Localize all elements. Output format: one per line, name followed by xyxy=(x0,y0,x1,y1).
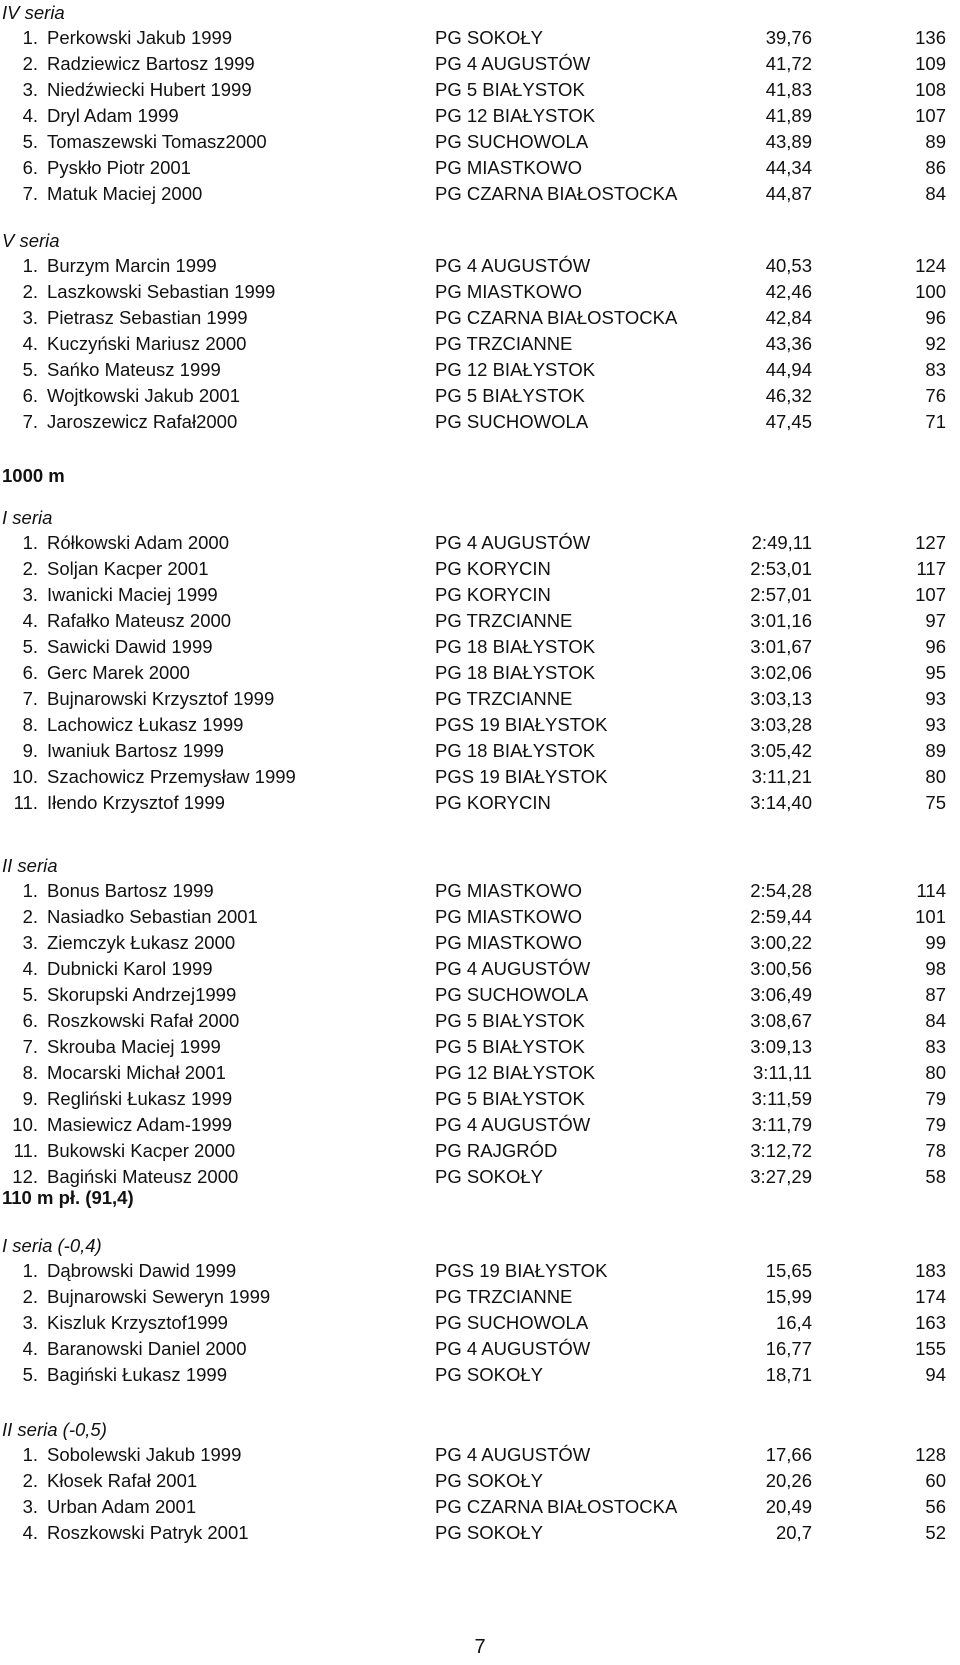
result-time: 2:57,01 xyxy=(750,584,812,605)
place-number: 1. xyxy=(22,880,38,901)
result-row xyxy=(0,790,960,816)
athlete-name: Burzym Marcin 1999 xyxy=(47,255,217,276)
result-time: 3:11,79 xyxy=(751,1114,812,1135)
result-row xyxy=(0,582,960,608)
place-number: 7. xyxy=(22,411,38,432)
place-number: 4. xyxy=(22,333,38,354)
result-row xyxy=(0,357,960,383)
result-row xyxy=(0,956,960,982)
athlete-name: Perkowski Jakub 1999 xyxy=(47,27,233,48)
athlete-name: Tomaszewski Tomasz2000 xyxy=(47,131,267,152)
result-time: 3:05,42 xyxy=(750,740,812,761)
school-club: PG KORYCIN xyxy=(435,584,551,605)
points: 84 xyxy=(925,183,946,204)
result-time: 43,36 xyxy=(765,333,812,354)
points: 101 xyxy=(915,906,946,927)
athlete-name: Regliński Łukasz 1999 xyxy=(47,1088,233,1109)
athlete-name: Rafałko Mateusz 2000 xyxy=(47,610,232,631)
series-heading: I seria xyxy=(2,507,53,528)
place-number: 3. xyxy=(22,307,38,328)
athlete-name: Pietrasz Sebastian 1999 xyxy=(47,307,248,328)
athlete-name: Mocarski Michał 2001 xyxy=(47,1062,226,1083)
school-club: PG 5 BIAŁYSTOK xyxy=(435,1036,585,1057)
points: 79 xyxy=(925,1088,946,1109)
result-row xyxy=(0,556,960,582)
place-number: 7. xyxy=(22,688,38,709)
athlete-name: Jaroszewicz Rafał2000 xyxy=(47,411,238,432)
points: 58 xyxy=(925,1166,946,1187)
result-time: 3:11,59 xyxy=(751,1088,812,1109)
school-club: PG 5 BIAŁYSTOK xyxy=(435,1010,585,1031)
points: 84 xyxy=(925,1010,946,1031)
result-row xyxy=(0,904,960,930)
result-row xyxy=(0,608,960,634)
result-time: 20,49 xyxy=(765,1496,812,1517)
place-number: 2. xyxy=(22,281,38,302)
place-number: 5. xyxy=(22,131,38,152)
points: 78 xyxy=(925,1140,946,1161)
school-club: PG 4 AUGUSTÓW xyxy=(435,958,591,979)
school-club: PG RAJGRÓD xyxy=(435,1140,558,1161)
points: 128 xyxy=(915,1444,946,1465)
result-row xyxy=(0,25,960,51)
school-club: PG 4 AUGUSTÓW xyxy=(435,255,591,276)
result-row xyxy=(0,1008,960,1034)
result-time: 3:09,13 xyxy=(750,1036,812,1057)
athlete-name: Dąbrowski Dawid 1999 xyxy=(47,1260,237,1281)
athlete-name: Baranowski Daniel 2000 xyxy=(47,1338,247,1359)
place-number: 1. xyxy=(22,1444,38,1465)
place-number: 2. xyxy=(22,1470,38,1491)
result-row xyxy=(0,77,960,103)
school-club: PG 12 BIAŁYSTOK xyxy=(435,105,596,126)
school-club: PG TRZCIANNE xyxy=(435,688,573,709)
result-row xyxy=(0,982,960,1008)
athlete-name: Laszkowski Sebastian 1999 xyxy=(47,281,276,302)
result-row xyxy=(0,1258,960,1284)
points: 87 xyxy=(925,984,946,1005)
school-club: PG SOKOŁY xyxy=(435,1470,543,1491)
event-heading: 1000 m xyxy=(2,465,65,486)
result-time: 3:06,49 xyxy=(750,984,812,1005)
result-time: 40,53 xyxy=(765,255,812,276)
place-number: 9. xyxy=(22,740,38,761)
school-club: PG SOKOŁY xyxy=(435,1522,543,1543)
place-number: 6. xyxy=(22,1010,38,1031)
result-row xyxy=(0,129,960,155)
result-time: 3:14,40 xyxy=(750,792,812,813)
result-row xyxy=(0,1336,960,1362)
school-club: PG 4 AUGUSTÓW xyxy=(435,1114,591,1135)
athlete-name: Bonus Bartosz 1999 xyxy=(47,880,214,901)
place-number: 10. xyxy=(12,766,38,787)
school-club: PG 12 BIAŁYSTOK xyxy=(435,359,596,380)
result-time: 44,87 xyxy=(765,183,812,204)
school-club: PGS 19 BIAŁYSTOK xyxy=(435,1260,608,1281)
place-number: 3. xyxy=(22,79,38,100)
place-number: 8. xyxy=(22,1062,38,1083)
school-club: PG CZARNA BIAŁOSTOCKA xyxy=(435,307,678,328)
result-time: 3:03,13 xyxy=(750,688,812,709)
school-club: PG MIASTKOWO xyxy=(435,880,582,901)
athlete-name: Iwanicki Maciej 1999 xyxy=(47,584,218,605)
result-row xyxy=(0,409,960,435)
result-row xyxy=(0,634,960,660)
points: 56 xyxy=(925,1496,946,1517)
points: 75 xyxy=(925,792,946,813)
athlete-name: Matuk Maciej 2000 xyxy=(47,183,203,204)
result-time: 42,84 xyxy=(765,307,812,328)
result-row xyxy=(0,1164,960,1190)
place-number: 3. xyxy=(22,1312,38,1333)
result-row xyxy=(0,1112,960,1138)
points: 80 xyxy=(925,1062,946,1083)
athlete-name: Kuczyński Mariusz 2000 xyxy=(47,333,247,354)
place-number: 4. xyxy=(22,958,38,979)
result-row xyxy=(0,331,960,357)
series-heading: V seria xyxy=(2,230,60,251)
athlete-name: Skorupski Andrzej1999 xyxy=(47,984,237,1005)
result-time: 43,89 xyxy=(765,131,812,152)
school-club: PG 4 AUGUSTÓW xyxy=(435,532,591,553)
result-time: 47,45 xyxy=(765,411,812,432)
points: 174 xyxy=(915,1286,946,1307)
school-club: PG KORYCIN xyxy=(435,558,551,579)
result-row xyxy=(0,1086,960,1112)
school-club: PG MIASTKOWO xyxy=(435,906,582,927)
place-number: 6. xyxy=(22,385,38,406)
points: 114 xyxy=(916,880,946,901)
athlete-name: Soljan Kacper 2001 xyxy=(47,558,209,579)
points: 83 xyxy=(925,1036,946,1057)
place-number: 11. xyxy=(13,792,38,813)
place-number: 11. xyxy=(13,1140,38,1161)
result-time: 2:54,28 xyxy=(750,880,812,901)
school-club: PGS 19 BIAŁYSTOK xyxy=(435,714,608,735)
result-time: 44,94 xyxy=(765,359,812,380)
athlete-name: Nasiadko Sebastian 2001 xyxy=(47,906,258,927)
result-time: 17,66 xyxy=(765,1444,812,1465)
points: 108 xyxy=(915,79,946,100)
place-number: 5. xyxy=(22,636,38,657)
result-time: 15,99 xyxy=(765,1286,812,1307)
result-time: 18,71 xyxy=(765,1364,812,1385)
school-club: PG 5 BIAŁYSTOK xyxy=(435,385,585,406)
athlete-name: Dubnicki Karol 1999 xyxy=(47,958,213,979)
place-number: 3. xyxy=(22,584,38,605)
school-club: PG TRZCIANNE xyxy=(435,333,573,354)
points: 109 xyxy=(915,53,946,74)
result-row xyxy=(0,1284,960,1310)
place-number: 2. xyxy=(22,1286,38,1307)
points: 52 xyxy=(925,1522,946,1543)
school-club: PG MIASTKOWO xyxy=(435,281,582,302)
page-number: 7 xyxy=(474,1636,486,1658)
place-number: 3. xyxy=(22,1496,38,1517)
points: 124 xyxy=(915,255,946,276)
result-time: 3:00,22 xyxy=(750,932,812,953)
place-number: 7. xyxy=(22,183,38,204)
points: 98 xyxy=(925,958,946,979)
athlete-name: Sobolewski Jakub 1999 xyxy=(47,1444,242,1465)
result-row xyxy=(0,930,960,956)
result-time: 15,65 xyxy=(765,1260,812,1281)
result-row xyxy=(0,530,960,556)
athlete-name: Szachowicz Przemysław 1999 xyxy=(47,766,296,787)
result-row xyxy=(0,181,960,207)
result-time: 3:27,29 xyxy=(750,1166,812,1187)
points: 89 xyxy=(925,740,946,761)
points: 60 xyxy=(925,1470,946,1491)
result-time: 16,77 xyxy=(765,1338,812,1359)
result-row xyxy=(0,1138,960,1164)
school-club: PG 5 BIAŁYSTOK xyxy=(435,79,585,100)
school-club: PG 18 BIAŁYSTOK xyxy=(435,636,596,657)
school-club: PG CZARNA BIAŁOSTOCKA xyxy=(435,1496,678,1517)
points: 107 xyxy=(915,584,946,605)
points: 97 xyxy=(925,610,946,631)
place-number: 4. xyxy=(22,105,38,126)
place-number: 4. xyxy=(22,1522,38,1543)
result-row xyxy=(0,383,960,409)
place-number: 2. xyxy=(22,558,38,579)
athlete-name: Sawicki Dawid 1999 xyxy=(47,636,213,657)
points: 99 xyxy=(925,932,946,953)
place-number: 2. xyxy=(22,53,38,74)
athlete-name: Bagiński Łukasz 1999 xyxy=(47,1364,227,1385)
school-club: PGS 19 BIAŁYSTOK xyxy=(435,766,608,787)
result-row xyxy=(0,1362,960,1388)
athlete-name: Niedźwiecki Hubert 1999 xyxy=(47,79,252,100)
result-row xyxy=(0,103,960,129)
athlete-name: Urban Adam 2001 xyxy=(47,1496,197,1517)
school-club: PG SUCHOWOLA xyxy=(435,984,589,1005)
place-number: 6. xyxy=(22,662,38,683)
school-club: PG 18 BIAŁYSTOK xyxy=(435,662,596,683)
school-club: PG CZARNA BIAŁOSTOCKA xyxy=(435,183,678,204)
result-time: 3:11,11 xyxy=(753,1062,812,1083)
points: 100 xyxy=(915,281,946,302)
school-club: PG 4 AUGUSTÓW xyxy=(435,53,591,74)
athlete-name: Ziemczyk Łukasz 2000 xyxy=(47,932,236,953)
points: 83 xyxy=(925,359,946,380)
school-club: PG 5 BIAŁYSTOK xyxy=(435,1088,585,1109)
place-number: 8. xyxy=(22,714,38,735)
points: 71 xyxy=(925,411,946,432)
result-time: 44,34 xyxy=(765,157,812,178)
school-club: PG SOKOŁY xyxy=(435,27,543,48)
result-time: 3:12,72 xyxy=(750,1140,812,1161)
result-row xyxy=(0,764,960,790)
school-club: PG 4 AUGUSTÓW xyxy=(435,1444,591,1465)
athlete-name: Radziewicz Bartosz 1999 xyxy=(47,53,255,74)
athlete-name: Gerc Marek 2000 xyxy=(47,662,190,683)
event-heading: 110 m pł. (91,4) xyxy=(2,1187,134,1208)
school-club: PG MIASTKOWO xyxy=(435,932,582,953)
athlete-name: Wojtkowski Jakub 2001 xyxy=(47,385,240,406)
result-time: 42,46 xyxy=(765,281,812,302)
athlete-name: Roszkowski Patryk 2001 xyxy=(47,1522,249,1543)
place-number: 1. xyxy=(22,1260,38,1281)
points: 79 xyxy=(925,1114,946,1135)
points: 76 xyxy=(925,385,946,406)
place-number: 2. xyxy=(22,906,38,927)
school-club: PG TRZCIANNE xyxy=(435,1286,573,1307)
place-number: 5. xyxy=(22,359,38,380)
result-row xyxy=(0,1468,960,1494)
athlete-name: Lachowicz Łukasz 1999 xyxy=(47,714,244,735)
result-time: 3:11,21 xyxy=(751,766,812,787)
athlete-name: Dryl Adam 1999 xyxy=(47,105,179,126)
result-time: 2:59,44 xyxy=(750,906,812,927)
result-time: 2:49,11 xyxy=(751,532,812,553)
athlete-name: Bujnarowski Seweryn 1999 xyxy=(47,1286,271,1307)
result-row xyxy=(0,738,960,764)
series-heading: II seria (-0,5) xyxy=(2,1419,107,1440)
result-row xyxy=(0,1520,960,1546)
series-heading: IV seria xyxy=(2,2,65,23)
result-time: 41,72 xyxy=(765,53,812,74)
points: 86 xyxy=(925,157,946,178)
athlete-name: Kłosek Rafał 2001 xyxy=(47,1470,198,1491)
result-time: 3:01,67 xyxy=(750,636,812,657)
place-number: 10. xyxy=(12,1114,38,1135)
result-time: 39,76 xyxy=(765,27,812,48)
school-club: PG 18 BIAŁYSTOK xyxy=(435,740,596,761)
points: 183 xyxy=(915,1260,946,1281)
points: 127 xyxy=(915,532,946,553)
school-club: PG KORYCIN xyxy=(435,792,551,813)
school-club: PG SOKOŁY xyxy=(435,1364,543,1385)
points: 96 xyxy=(925,307,946,328)
points: 163 xyxy=(915,1312,946,1333)
place-number: 6. xyxy=(22,157,38,178)
athlete-name: Sańko Mateusz 1999 xyxy=(47,359,221,380)
school-club: PG 12 BIAŁYSTOK xyxy=(435,1062,596,1083)
points: 92 xyxy=(925,333,946,354)
result-row xyxy=(0,1310,960,1336)
series-heading: II seria xyxy=(2,855,58,876)
athlete-name: Roszkowski Rafał 2000 xyxy=(47,1010,240,1031)
points: 117 xyxy=(916,558,946,579)
place-number: 1. xyxy=(22,255,38,276)
points: 93 xyxy=(925,688,946,709)
school-club: PG 4 AUGUSTÓW xyxy=(435,1338,591,1359)
athlete-name: Masiewicz Adam-1999 xyxy=(47,1114,233,1135)
result-row xyxy=(0,878,960,904)
result-row xyxy=(0,686,960,712)
result-time: 3:00,56 xyxy=(750,958,812,979)
result-time: 41,89 xyxy=(765,105,812,126)
result-time: 2:53,01 xyxy=(750,558,812,579)
school-club: PG SUCHOWOLA xyxy=(435,1312,589,1333)
place-number: 1. xyxy=(22,532,38,553)
result-time: 46,32 xyxy=(765,385,812,406)
result-row xyxy=(0,253,960,279)
points: 107 xyxy=(915,105,946,126)
result-time: 20,7 xyxy=(775,1522,812,1543)
points: 95 xyxy=(925,662,946,683)
points: 155 xyxy=(915,1338,946,1359)
place-number: 4. xyxy=(22,610,38,631)
points: 136 xyxy=(915,27,946,48)
place-number: 12. xyxy=(12,1166,38,1187)
athlete-name: Skrouba Maciej 1999 xyxy=(47,1036,221,1057)
athlete-name: Pyskło Piotr 2001 xyxy=(47,157,191,178)
place-number: 5. xyxy=(22,984,38,1005)
school-club: PG MIASTKOWO xyxy=(435,157,582,178)
athlete-name: Iwaniuk Bartosz 1999 xyxy=(47,740,224,761)
athlete-name: Bukowski Kacper 2000 xyxy=(47,1140,236,1161)
result-row xyxy=(0,1442,960,1468)
result-row xyxy=(0,155,960,181)
athlete-name: Kiszluk Krzysztof1999 xyxy=(47,1312,228,1333)
athlete-name: Iłendo Krzysztof 1999 xyxy=(47,792,225,813)
series-heading: I seria (-0,4) xyxy=(2,1235,102,1256)
points: 80 xyxy=(925,766,946,787)
school-club: PG SUCHOWOLA xyxy=(435,411,589,432)
place-number: 4. xyxy=(22,1338,38,1359)
points: 93 xyxy=(925,714,946,735)
athlete-name: Bagiński Mateusz 2000 xyxy=(47,1166,239,1187)
athlete-name: Bujnarowski Krzysztof 1999 xyxy=(47,688,275,709)
result-time: 20,26 xyxy=(765,1470,812,1491)
result-time: 3:08,67 xyxy=(750,1010,812,1031)
result-row xyxy=(0,712,960,738)
school-club: PG SOKOŁY xyxy=(435,1166,543,1187)
points: 96 xyxy=(925,636,946,657)
result-time: 16,4 xyxy=(775,1312,812,1333)
result-row xyxy=(0,305,960,331)
athlete-name: Rółkowski Adam 2000 xyxy=(47,532,230,553)
points: 94 xyxy=(925,1364,946,1385)
place-number: 5. xyxy=(22,1364,38,1385)
place-number: 9. xyxy=(22,1088,38,1109)
place-number: 3. xyxy=(22,932,38,953)
result-time: 3:02,06 xyxy=(750,662,812,683)
result-row xyxy=(0,660,960,686)
school-club: PG SUCHOWOLA xyxy=(435,131,589,152)
result-row xyxy=(0,51,960,77)
result-time: 41,83 xyxy=(765,79,812,100)
place-number: 7. xyxy=(22,1036,38,1057)
points: 89 xyxy=(925,131,946,152)
result-time: 3:01,16 xyxy=(750,610,812,631)
result-row xyxy=(0,1494,960,1520)
result-time: 3:03,28 xyxy=(750,714,812,735)
school-club: PG TRZCIANNE xyxy=(435,610,573,631)
result-row xyxy=(0,1060,960,1086)
result-row xyxy=(0,279,960,305)
result-row xyxy=(0,1034,960,1060)
place-number: 1. xyxy=(22,27,38,48)
